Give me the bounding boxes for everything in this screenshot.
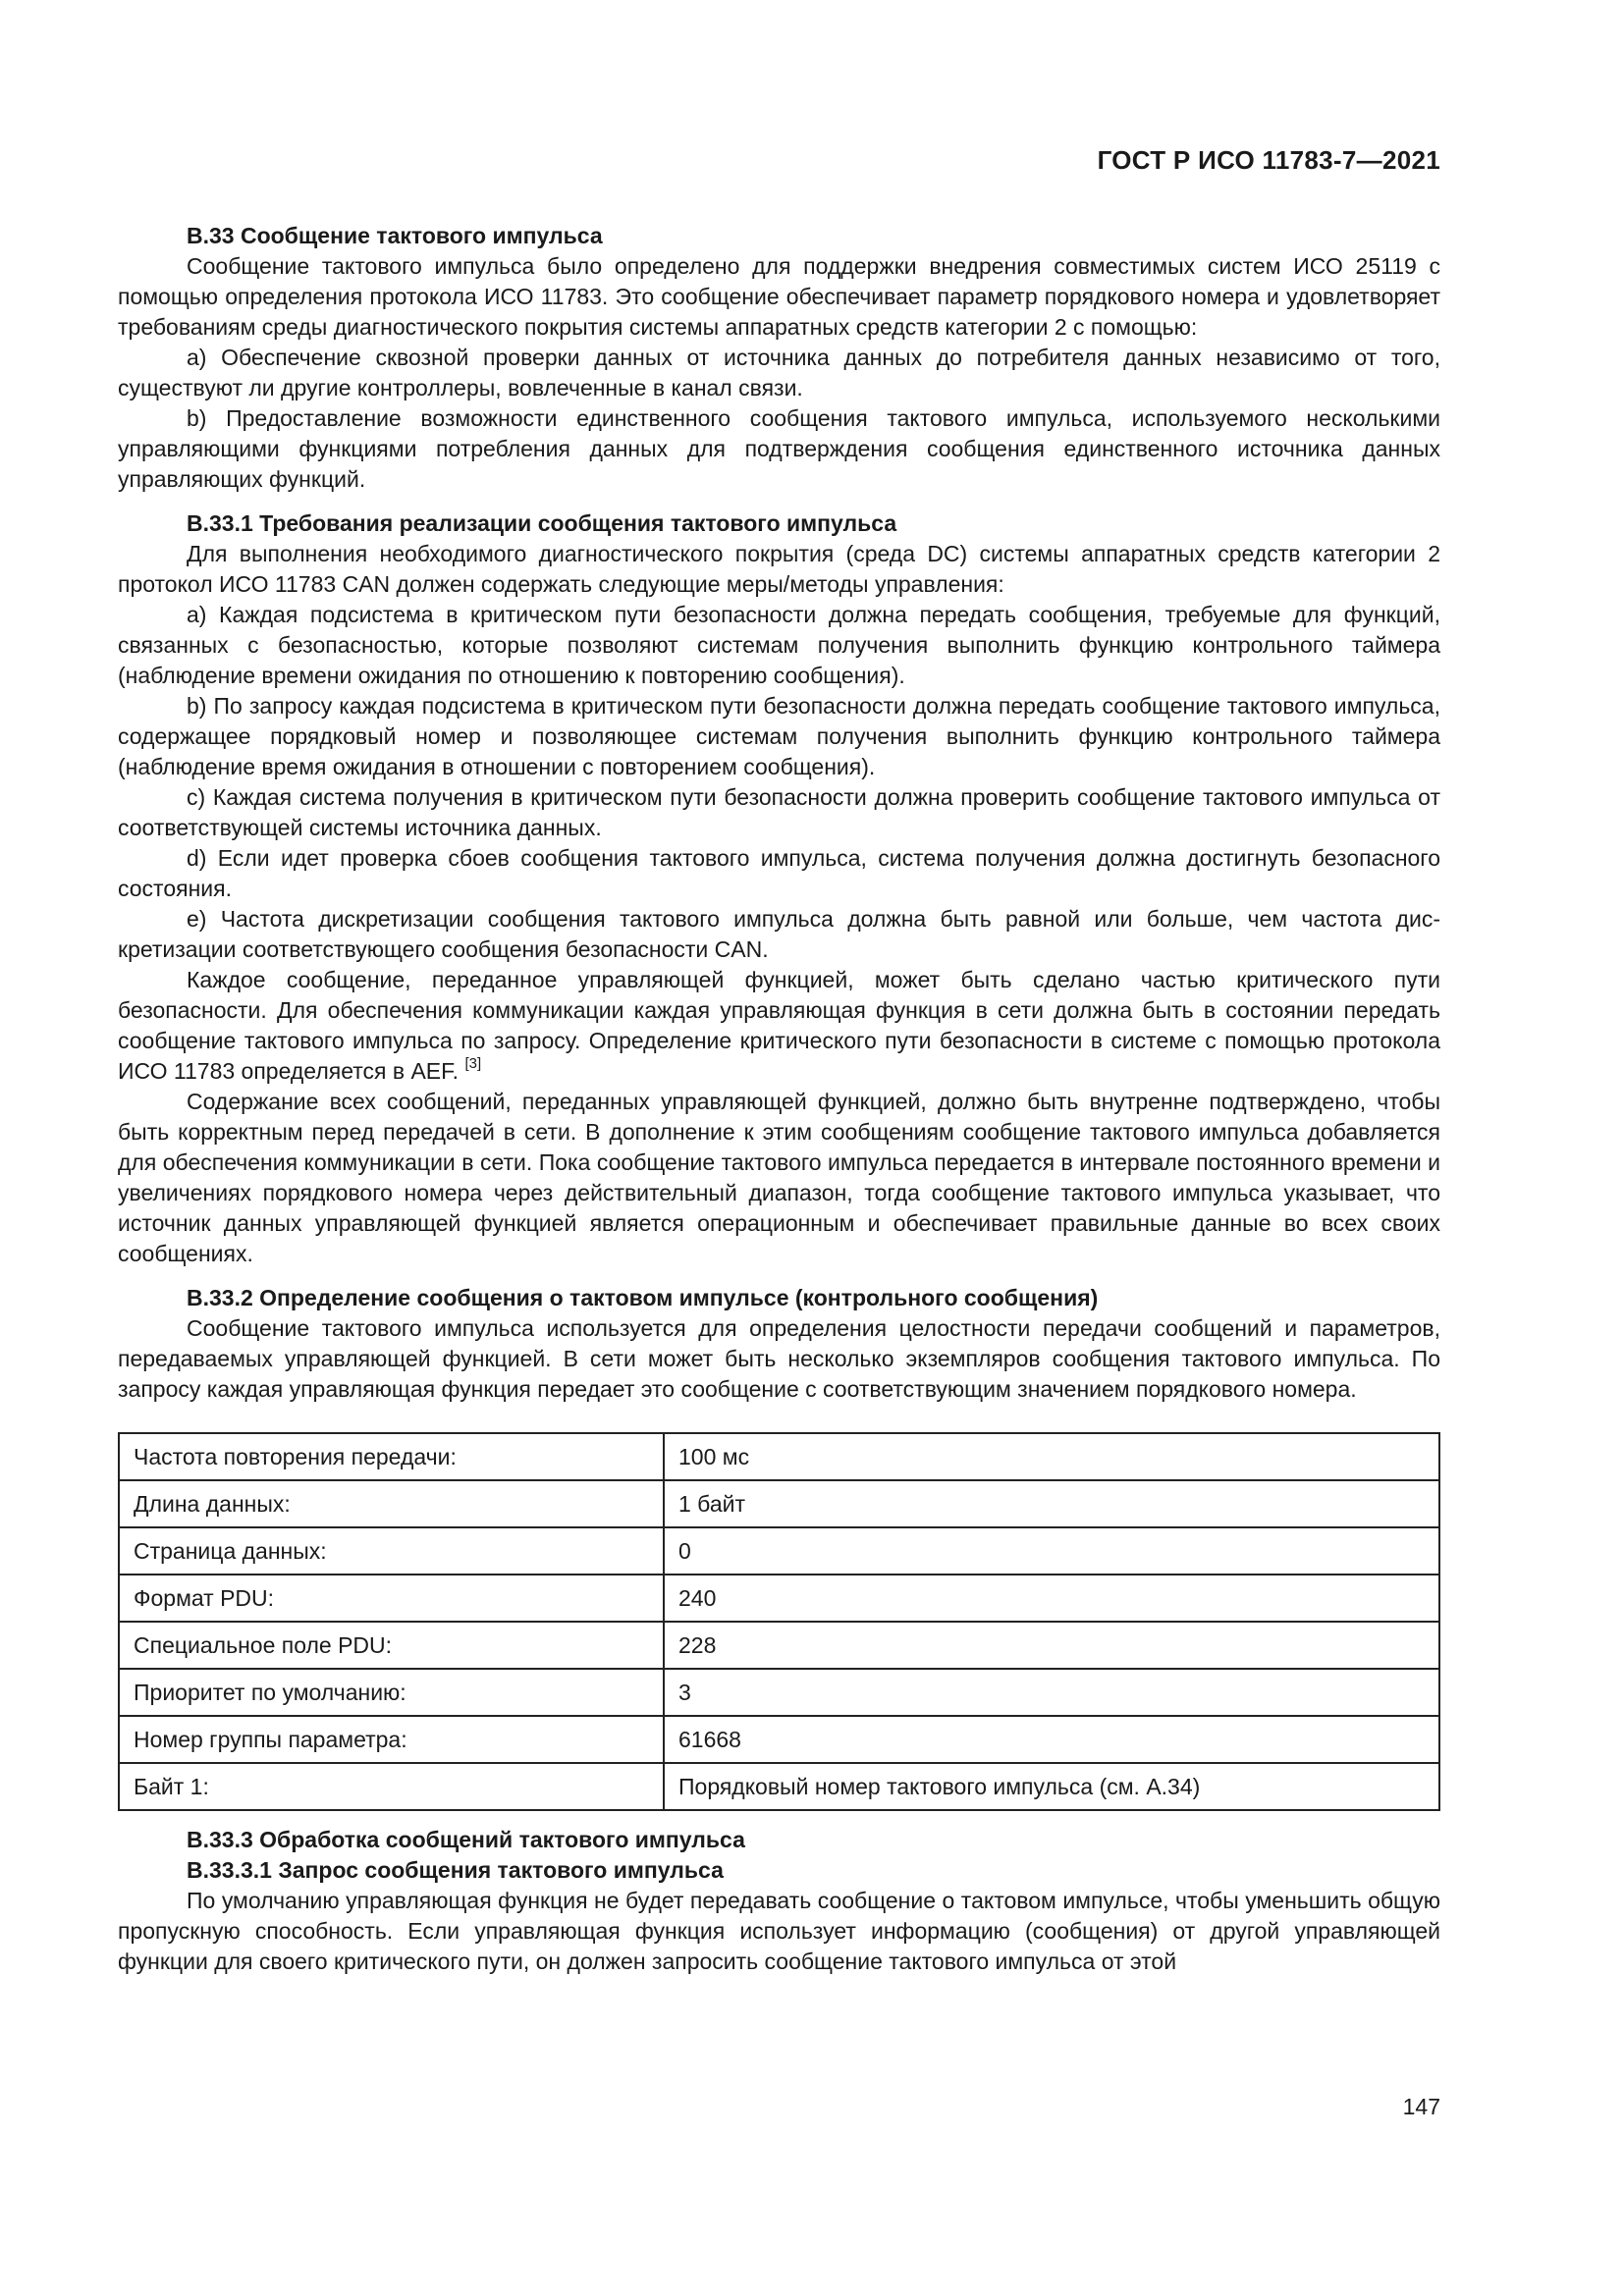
document-page — [118, 0, 1440, 2296]
list-item-a: a) Каждая подсистема в критическом пути безопасности должна передать сообщения, требуемые для функций, связанных с безопасностью, которые позволяют системам получения выполнить функцию контрольного таймера (наблюдение времени ожидания по отношению к повторению сообщения). — [118, 602, 1440, 688]
section-heading-b331: В.33.1 Требования реализации сообщения тактового импульса — [187, 510, 897, 536]
table-row — [119, 1575, 1439, 1622]
parameter-value: 3 — [664, 1669, 1439, 1716]
list-item-b: b) Предоставление возможности единственного сообщения тактового импульса, используемого несколькими управляющими функциями потребления данных для подтверждения сообщения единственного источника данных управляющих функций. — [118, 405, 1440, 492]
table-row — [119, 1622, 1439, 1669]
table-row — [119, 1669, 1439, 1716]
parameter-label: Приоритет по умолчанию: — [119, 1669, 664, 1716]
table-row — [119, 1716, 1439, 1763]
list-item-a: a) Обеспечение сквозной проверки данных от источника данных до потребителя данных независимо от того, существуют ли другие контроллеры, вовлеченные в канал связи. — [118, 345, 1440, 400]
section-heading-b333: В.33.3 Обработка сообщений тактового импульса — [187, 1827, 745, 1852]
standard-header: ГОСТ Р ИСО 11783-7—2021 — [1097, 145, 1440, 175]
parameter-label: Формат PDU: — [119, 1575, 664, 1622]
parameter-table — [118, 1432, 1440, 1811]
list-item-e: e) Частота дискретизации сообщения тактового импульса должна быть равной или больше, чем частота дискретизации соответствующего сообщения безопасности CAN. — [118, 906, 1440, 962]
paragraph: Сообщение тактового импульса было определено для поддержки внедрения совместимых систем ИСО 25119 с помощью определения протокола ИСО 11783. Это сообщение обеспечивает параметр порядкового номера и удовлетворяет требованиям среды диагностического покрытия системы аппаратных средств категории 2 с помощью: — [118, 253, 1440, 340]
list-item-c: c) Каждая система получения в критическом пути безопасности должна проверить сообщение тактового импульса от соответствующей системы источника данных. — [118, 784, 1440, 840]
parameter-label: Номер группы параметра: — [119, 1716, 664, 1763]
parameter-label: Длина данных: — [119, 1480, 664, 1527]
parameter-table-body — [119, 1433, 1439, 1810]
parameter-value: 100 мс — [664, 1433, 1439, 1480]
page-number: 147 — [1402, 2094, 1440, 2119]
paragraph: Сообщение тактового импульса используется для определения целостности передачи сообщений и параметров, передаваемых управляющей функцией. В сети может быть несколько экземпляров сообщения тактового импульса. По запросу каждая управляющая функция передает это сообщение с соответствующим значением порядкового номера. — [118, 1315, 1440, 1402]
paragraph: Для выполнения необходимого диагностического покрытия (среда DC) системы аппаратных средств категории 2 протокол ИСО 11783 CAN должен содержать следующие меры/методы управления: — [118, 541, 1440, 597]
parameter-label: Байт 1: — [119, 1763, 664, 1810]
parameter-value: 0 — [664, 1527, 1439, 1575]
table-row — [119, 1763, 1439, 1810]
list-item-d: d) Если идет проверка сбоев сообщения тактового импульса, система получения должна достигнуть безопасного состояния. — [118, 845, 1440, 901]
list-item-b: b) По запросу каждая подсистема в критическом пути безопасности должна передать сообщение тактового импульса, содержащее порядковый номер и позволяющее системам получения выполнить функцию контрольного таймера (наблюдение время ожидания в отношении с повторением сообщения). — [118, 693, 1440, 779]
paragraph-with-reference — [118, 965, 1440, 1087]
table-row — [119, 1527, 1439, 1575]
paragraph: Содержание всех сообщений, переданных управляющей функцией, должно быть внутренне подтверждено, чтобы быть корректным перед передачей в сети. В дополнение к этим сообщениям сообщение тактового импульса добавляется для обеспечения коммуникации в сети. Пока сообщение тактового импульса передается в интервале постоянного времени и увеличениях порядкового номера через действительный диапазон, тогда сообщение тактового импульса указывает, что источник данных управляющей функцией является операционным и обеспечивает правильные данные во всех своих сообщениях. — [118, 1089, 1440, 1266]
paragraph: По умолчанию управляющая функция не будет передавать сообщение о тактовом импульсе, чтобы уменьшить общую пропускную способность. Если управляющая функция использует информацию (сообщения) от другой управляющей функции для своего критического пути, он должен запросить сообщение тактового импульса от этой — [118, 1888, 1440, 1974]
parameter-label: Частота повторения передачи: — [119, 1433, 664, 1480]
parameter-value: Порядковый номер тактового импульса (см. А.34) — [664, 1763, 1439, 1810]
reference-link[interactable]: [3] — [464, 1055, 482, 1073]
parameter-label: Страница данных: — [119, 1527, 664, 1575]
table-row — [119, 1480, 1439, 1527]
section-heading-b33: В.33 Сообщение тактового импульса — [187, 223, 603, 248]
table-row — [119, 1433, 1439, 1480]
parameter-value: 1 байт — [664, 1480, 1439, 1527]
paragraph-text: Каждое сообщение, переданное управляющей функцией, может быть сделано частью критического пути безопасности. Для обеспечения коммуникации каждая управляющая функция в сети должна быть в состоянии передать сообщение тактового импульса по запросу. Определение критического пути безопасности в системе с помощью протокола ИСО 11783 определяется в AEF. — [118, 967, 1440, 1084]
parameter-value: 240 — [664, 1575, 1439, 1622]
page-content — [118, 221, 1440, 1977]
parameter-value: 228 — [664, 1622, 1439, 1669]
section-heading-b332: В.33.2 Определение сообщения о тактовом импульсе (контрольного сообщения) — [187, 1285, 1099, 1310]
parameter-value: 61668 — [664, 1716, 1439, 1763]
parameter-label: Специальное поле PDU: — [119, 1622, 664, 1669]
section-heading-b3331: В.33.3.1 Запрос сообщения тактового импульса — [187, 1857, 724, 1883]
